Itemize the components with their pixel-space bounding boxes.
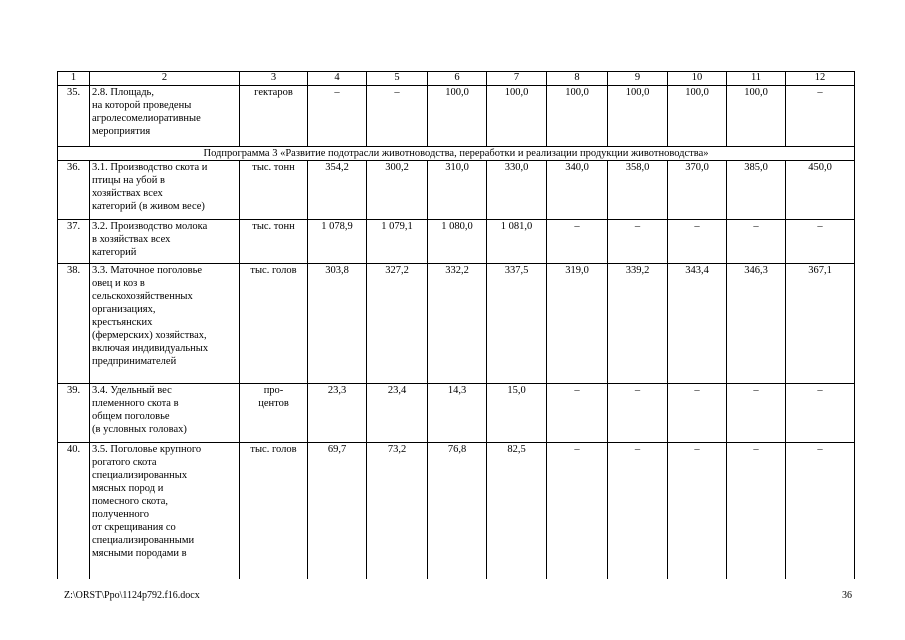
col-header: 5 [367, 72, 428, 86]
value-cell: – [668, 443, 727, 580]
value-cell: 340,0 [547, 161, 608, 220]
value-cell: 343,4 [668, 264, 727, 384]
col-header: 3 [240, 72, 308, 86]
col-header: 12 [786, 72, 855, 86]
value-cell: – [308, 86, 367, 147]
unit-cell: тыс. тонн [240, 220, 308, 264]
footer-file-path: Z:\ORST\Ppo\1124p792.f16.docx [64, 590, 200, 601]
value-cell: – [608, 220, 668, 264]
indicator-name: 3.3. Маточное поголовье овец и коз в сельскохозяйственных организациях, крестьянских (фермерских) хозяйствах, включая индивидуальных предпринимателей [90, 264, 240, 384]
value-cell: 23,4 [367, 384, 428, 443]
value-cell: 358,0 [608, 161, 668, 220]
value-cell: – [367, 86, 428, 147]
unit-cell: тыс. тонн [240, 161, 308, 220]
value-cell: 303,8 [308, 264, 367, 384]
value-cell: – [786, 384, 855, 443]
col-header: 4 [308, 72, 367, 86]
value-cell: 300,2 [367, 161, 428, 220]
value-cell: 100,0 [547, 86, 608, 147]
col-header: 9 [608, 72, 668, 86]
col-header: 10 [668, 72, 727, 86]
unit-cell: про- центов [240, 384, 308, 443]
value-cell: – [547, 443, 608, 580]
value-cell: – [727, 384, 786, 443]
value-cell: 82,5 [487, 443, 547, 580]
col-header: 8 [547, 72, 608, 86]
table-row [58, 264, 855, 384]
value-cell: – [727, 220, 786, 264]
col-header: 7 [487, 72, 547, 86]
value-cell: – [547, 220, 608, 264]
unit-cell: тыс. голов [240, 264, 308, 384]
value-cell: – [727, 443, 786, 580]
value-cell: 76,8 [428, 443, 487, 580]
value-cell: 1 079,1 [367, 220, 428, 264]
value-cell: 100,0 [668, 86, 727, 147]
subprogram-title: Подпрограмма 3 «Развитие подотрасли животноводства, переработки и реализации продукции животноводства» [58, 147, 855, 161]
row-number: 37. [58, 220, 90, 264]
value-cell: 354,2 [308, 161, 367, 220]
table-row [58, 220, 855, 264]
value-cell: 310,0 [428, 161, 487, 220]
value-cell: 1 078,9 [308, 220, 367, 264]
value-cell: 346,3 [727, 264, 786, 384]
table-row [58, 86, 855, 147]
value-cell: 100,0 [608, 86, 668, 147]
value-cell: – [608, 384, 668, 443]
value-cell: 319,0 [547, 264, 608, 384]
value-cell: 69,7 [308, 443, 367, 580]
value-cell: – [786, 86, 855, 147]
value-cell: – [668, 384, 727, 443]
indicator-name: 3.4. Удельный вес племенного скота в общем поголовье (в условных головах) [90, 384, 240, 443]
value-cell: 327,2 [367, 264, 428, 384]
value-cell: 337,5 [487, 264, 547, 384]
indicator-name: 3.5. Поголовье крупного рогатого скота специализированных мясных пород и помесного скота, полученного от скрещивания со специализированными мясными породами в [90, 443, 240, 580]
value-cell: – [786, 443, 855, 580]
value-cell: – [668, 220, 727, 264]
value-cell: 15,0 [487, 384, 547, 443]
row-number: 35. [58, 86, 90, 147]
unit-cell: гектаров [240, 86, 308, 147]
value-cell: 339,2 [608, 264, 668, 384]
value-cell: – [547, 384, 608, 443]
row-number: 38. [58, 264, 90, 384]
row-number: 40. [58, 443, 90, 580]
page-number: 36 [842, 590, 852, 601]
subprogram-row [58, 147, 855, 161]
unit-cell: тыс. голов [240, 443, 308, 580]
value-cell: – [608, 443, 668, 580]
value-cell: 330,0 [487, 161, 547, 220]
value-cell: 385,0 [727, 161, 786, 220]
value-cell: 14,3 [428, 384, 487, 443]
value-cell: 332,2 [428, 264, 487, 384]
indicator-name: 3.1. Производство скота и птицы на убой в хозяйствах всех категорий (в живом весе) [90, 161, 240, 220]
value-cell: 367,1 [786, 264, 855, 384]
value-cell: 23,3 [308, 384, 367, 443]
value-cell: 1 081,0 [487, 220, 547, 264]
col-header: 1 [58, 72, 90, 86]
value-cell: 1 080,0 [428, 220, 487, 264]
value-cell: 100,0 [428, 86, 487, 147]
indicator-name: 2.8. Площадь, на которой проведены агролесомелиоративные мероприятия [90, 86, 240, 147]
col-header: 6 [428, 72, 487, 86]
value-cell: 450,0 [786, 161, 855, 220]
row-number: 36. [58, 161, 90, 220]
table-row [58, 384, 855, 443]
row-number: 39. [58, 384, 90, 443]
table-row [58, 443, 855, 580]
value-cell: 73,2 [367, 443, 428, 580]
value-cell: 370,0 [668, 161, 727, 220]
col-header: 11 [727, 72, 786, 86]
col-header: 2 [90, 72, 240, 86]
value-cell: – [786, 220, 855, 264]
indicator-name: 3.2. Производство молока в хозяйствах всех категорий [90, 220, 240, 264]
column-number-row [58, 72, 855, 86]
value-cell: 100,0 [727, 86, 786, 147]
indicator-table [57, 71, 855, 579]
table-row [58, 161, 855, 220]
value-cell: 100,0 [487, 86, 547, 147]
